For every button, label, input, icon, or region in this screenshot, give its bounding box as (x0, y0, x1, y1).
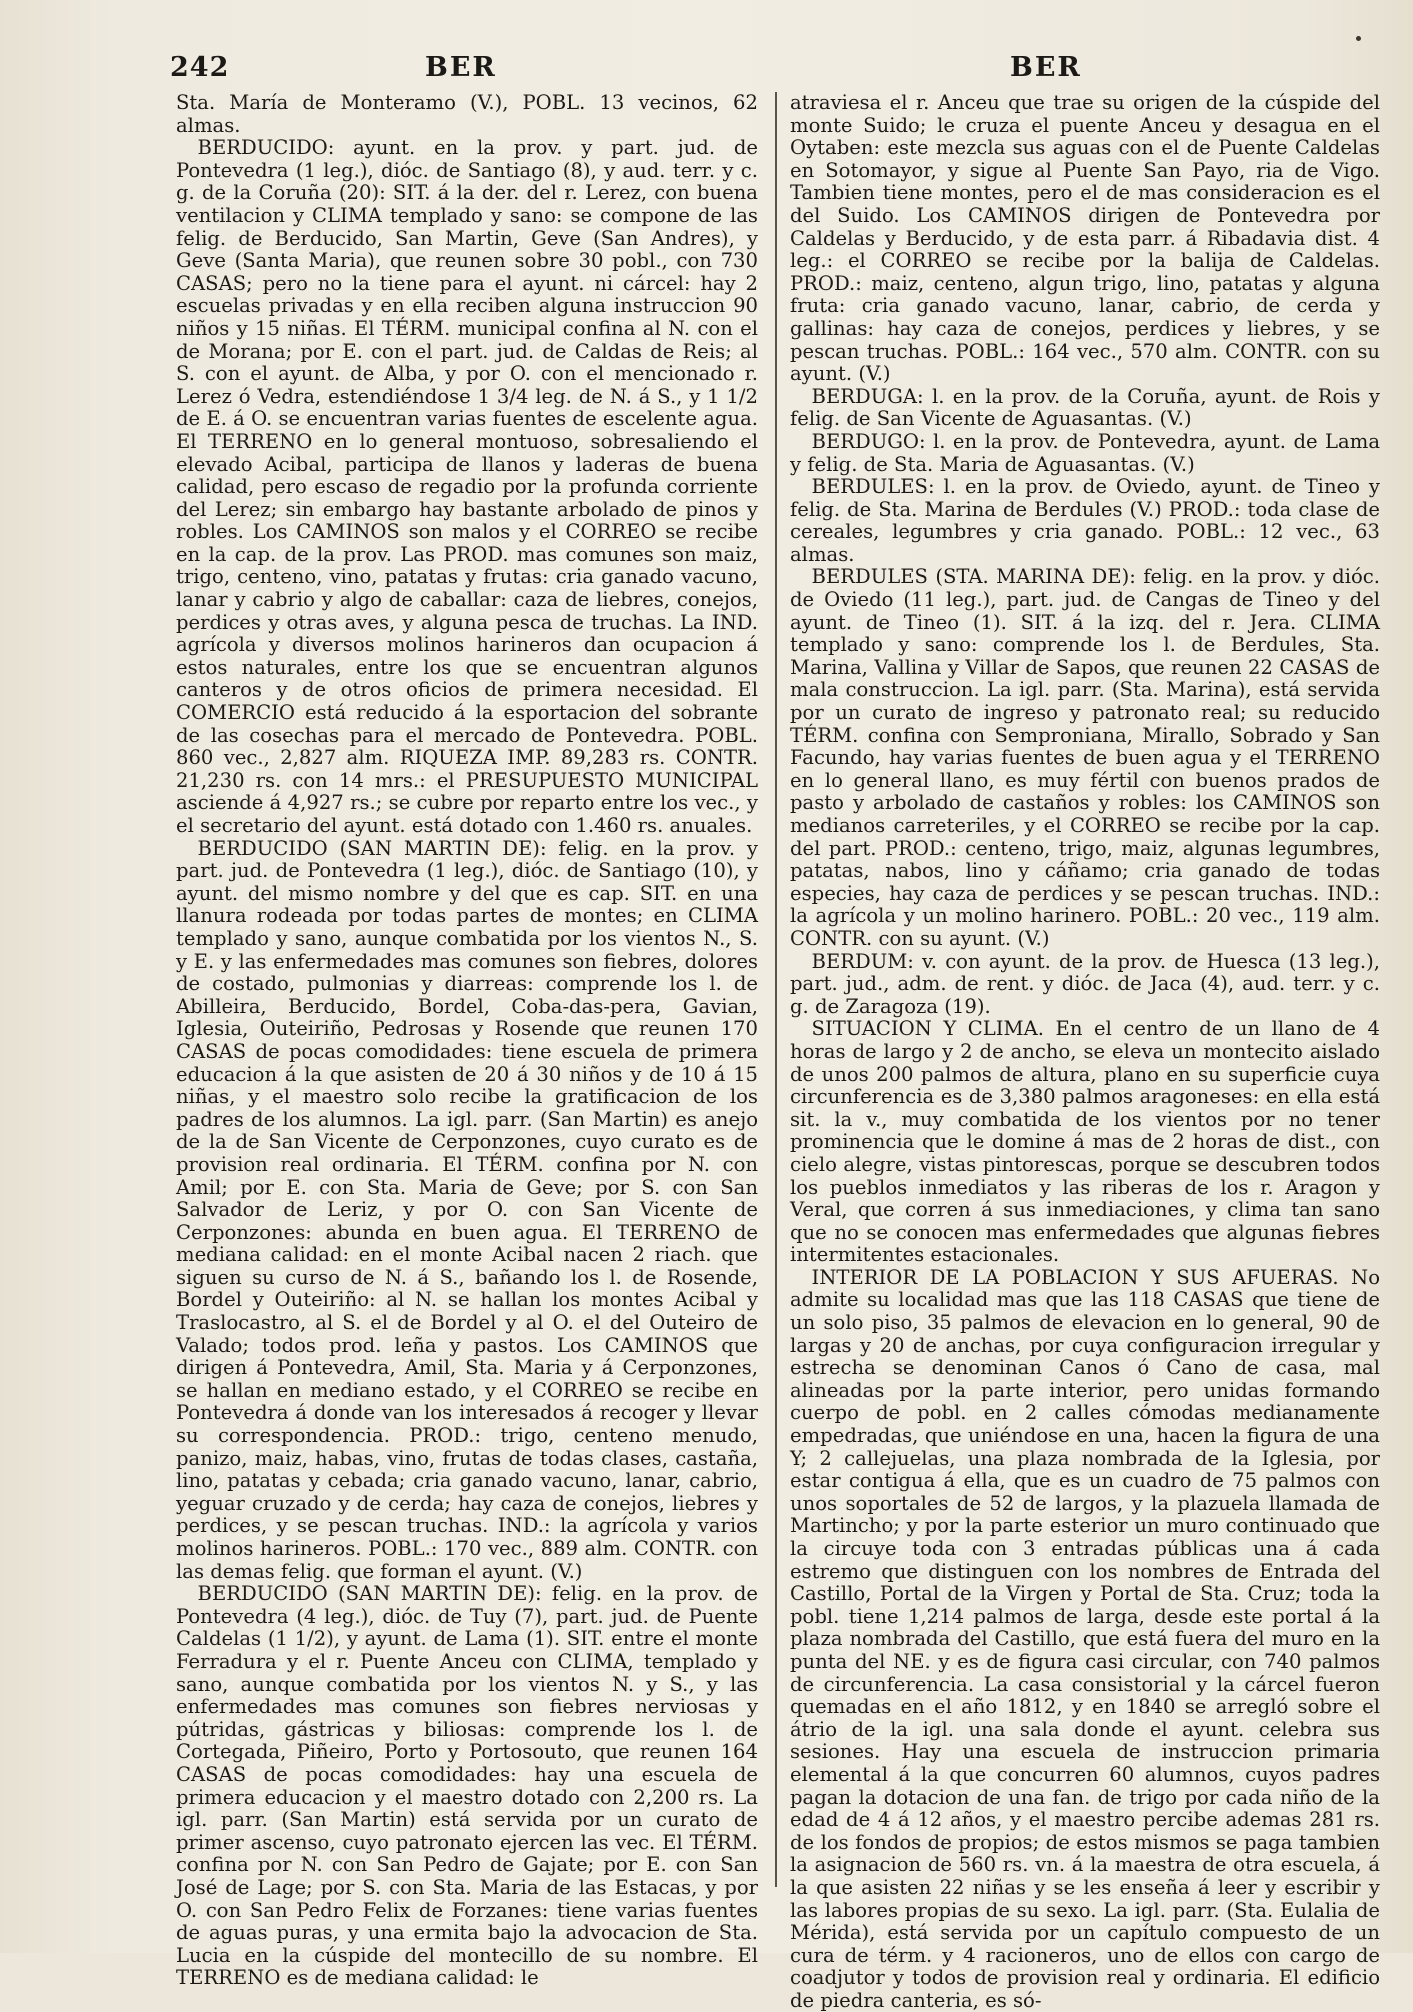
entry-berducido-ayunt: BERDUCIDO: ayunt. en la prov. y part. jud. de Pontevedra (1 leg.), dióc. de Santiago (8), y aud. terr. y c. g. de la Coruña (20): SIT. á la der. del r. Lerez, con buena ventilacion y CLIMA templado y sano: se compone de las felig. de Berducido, San Martin, Geve (San Andres), y Geve (Santa Maria), que reunen sobre 30 pobl., con 730 CASAS; pero no la tiene para el ayunt. ni cárcel: hay 2 escuelas privadas y en ella reciben alguna instruccion 90 niños y 15 niñas. El TÉRM. municipal confina al N. con el de Morana; por E. con el part. jud. de Caldas de Reis; al S. con el ayunt. de Alba, y por O. con el mencionado r. Lerez ó Vedra, estendiéndose 1 3/4 leg. de N. á S., y 1 1/2 de E. á O. se encuentran varias fuentes de escelente agua. El TERRENO en lo general montuoso, sobresaliendo el elevado Acibal, participa de llanos y laderas de buena calidad, pero escaso de regadio por la profunda corriente del Lerez; sin embargo hay bastante arbolado de pinos y robles. Los CAMINOS son malos y el CORREO se recibe en la cap. de la prov. Las PROD. mas comunes son maiz, trigo, centeno, vino, patatas y frutas: cria ganado vacuno, lanar y cabrio y algo de caballar: caza de liebres, conejos, perdices y otras aves, y alguna pesca de truchas. La IND. agrícola y diversos molinos harineros dan ocupacion á estos naturales, entre los que se encuentran algunos canteros y de otros oficios de primera necesidad. El COMERCIO está reducido á la esportacion del sobrante de las cosechas para el mercado de Pontevedra. POBL. 860 vec., 2,827 alm. RIQUEZA IMP. 89,283 rs. CONTR. 21,230 rs. con 14 mrs.: el PRESUPUESTO MUNICIPAL asciende á 4,927 rs.; se cubre por reparto entre los vec., y el secretario del ayunt. está dotado con 1.460 rs. anuales. (176, 136, 758, 837)
entry-berducido-san-martin-pontevedra: BERDUCIDO (SAN MARTIN DE): felig. en la prov. y part. jud. de Pontevedra (1 leg.), dióc. de Santiago (10), y ayunt. del mismo nombre y del que es cap. SIT. en una llanura rodeada por todas partes de montes; en CLIMA templado y sano, aunque combatida por los vientos N., S. y E. y las enfermedades mas comunes son fiebres, dolores de costado, pulmonias y diarreas: comprende los l. de Abilleira, Berducido, Bordel, Coba-das-pera, Gavian, Iglesia, Outeiriño, Pedrosas y Rosende que reunen 170 CASAS de pocas comodidades: tiene escuela de primera educacion á la que asisten de 20 á 30 niños y de 10 á 15 niñas, y el maestro solo recibe la gratificacion de los padres de los alumnos. La igl. parr. (San Martin) es anejo de la de San Vicente de Cerponzones, cuyo curato es de provision real ordinaria. El TÉRM. confina por N. con Amil; por E. con Sta. Maria de Geve; por S. con San Salvador de Leriz, y por O. con San Vicente de Cerponzones: abunda en buen agua. El TERRENO de mediana calidad: en el monte Acibal nacen 2 riach. que siguen su curso de N. á S., bañando los l. de Rosende, Bordel y Outeiriño: al N. se hallan los montes Acibal y Traslocastro, al S. el de Bordel y al O. el del Outeiro de Valado; todos prod. leña y pastos. Los CAMINOS que dirigen á Pontevedra, Amil, Sta. Maria y á Cerponzones, se hallan en mediano estado, y el CORREO se recibe en Pontevedra á donde van los interesados á recoger y llevar su correspondencia. PROD.: trigo, centeno menudo, panizo, maiz, habas, vino, frutas de todas clases, castaña, lino, patatas y cebada; cria ganado vacuno, lanar, cabrio, yeguar cruzado y de cerda; hay caza de conejos, liebres y perdices, y se pescan truchas. IND.: la agrícola y varios molinos harineros. POBL.: 170 vec., 889 alm. CONTR. con las demas felig. que forman el ayunt. (V.) (176, 836, 758, 1583)
column-rule (775, 92, 777, 1887)
page-number: 242 (170, 52, 230, 83)
entry-berducido-san-martin-lama: BERDUCIDO (SAN MARTIN DE): felig. en la prov. de Pontevedra (4 leg.), dióc. de Tuy (7), part. jud. de Puente Caldelas (1 1/2), y ayunt. de Lama (1). SIT. entre el monte Ferradura y el r. Puente Anceu con CLIMA, templado y sano, aunque combatida por los vientos N. y S., y las enfermedades mas comunes son fiebres nerviosas y pútridas, gástricas y biliosas: comprende los l. de Cortegada, Piñeiro, Porto y Portosouto, que reunen 164 CASAS de pocas comodidades: hay una escuela de primera educacion y el maestro dotado con 2,200 rs. La igl. parr. (San Martin) está servida por un curato de primer ascenso, cuyo patronato ejercen las vec. El TÉRM. confina por N. con San Pedro de Gajate; por E. con San José de Lage; por S. con Sta. Maria de las Estacas, y por O. con San Pedro Felix de Forzanes: tiene varias fuentes de aguas puras, y una ermita bajo la advocacion de Sta. Lucia en la cúspide del montecillo de su nombre. El TERRENO es de mediana calidad: le (176, 1582, 758, 1990)
running-head-right: BER (1010, 52, 1082, 83)
page-header (170, 52, 1280, 92)
right-column (790, 92, 1380, 2012)
entry-sta-maria-monteramo: Sta. María de Monteramo (V.), POBL. 13 vecinos, 62 almas. (176, 91, 758, 137)
section-interior-poblacion: INTERIOR DE LA POBLACION Y SUS AFUERAS. No admite su localidad mas que las 118 CASAS que tiene de un solo piso, 35 palmos de elevacion en lo general, 90 de largas y 20 de anchas, por cuya configuracion irregular y estrecha se denominan Canos ó Cano de casa, mal alineadas por la parte interior, pero unidas formando cuerpo de pobl. en 2 calles cómodas medianamente empedradas, que uniéndose en una, hacen la figura de una Y; 2 callejuelas, una plaza nombrada de la Iglesia, por estar contigua á ella, que es un cuadro de 75 palmos con unos soportales de 52 de largos, y la plazuela llamada de Martincho; y por la parte esterior un muro continuado que la circuye toda con 3 entradas públicas una á cada estremo que distinguen con los nombres de Entrada del Castillo, Portal de la Virgen y Portal de Sta. Cruz; toda la pobl. tiene 1,214 palmos de larga, desde este portal á la plaza nombrada del Castillo, que está fuera del muro en la punta del NE. y es de figura casi circular, con 740 palmos de circunferencia. La casa consistorial y la cárcel fueron quemadas en el año 1812, y en 1840 se arregló sobre el átrio de la igl. una sala donde el ayunt. celebra sus sesiones. Hay una escuela de instruccion primaria elemental á la que concurren 60 alumnos, cuyos padres pagan la dotacion de una fan. de trigo por cada niño de la edad de 4 á 12 años, y el maestro percibe ademas 281 rs. de los fondos de propios; de estos mismos se paga tambien la asignacion de 560 rs. vn. á la maestra de otra escuela, á la que asisten 22 niñas y se les enseña á leer y escribir y las labores propias de su sexo. La igl. parr. (Sta. Eulalia de Mérida), está servida por un capítulo compuesto de un cura de térm. y 4 racioneros, uno de ellos con cargo de coadjutor y todos de provision real y ordinaria. El edificio de piedra canteria, es só- (790, 1265, 1380, 2012)
entry-berdules-lugar: BERDULES: l. en la prov. de Oviedo, ayunt. de Tineo y felig. de Sta. Marina de Berdules (V.) PROD.: toda clase de cereales, legumbres y cria ganado. POBL.: 12 vec., 63 almas. (790, 475, 1380, 566)
entry-berduga: BERDUGA: l. en la prov. de la Coruña, ayunt. de Rois y felig. de San Vicente de Aguasantas. (V.) (790, 384, 1380, 431)
entry-berdugo: BERDUGO: l. en la prov. de Pontevedra, ayunt. de Lama y felig. de Sta. Maria de Aguasantas. (V.) (790, 429, 1380, 476)
running-head-left: BER (425, 52, 497, 83)
left-column (176, 92, 758, 1990)
entry-berdum: BERDUM: v. con ayunt. de la prov. de Huesca (13 leg.), part. jud., adm. de rent. y dióc. de Jaca (4), aud. terr. y c. g. de Zaragoza (19). (790, 949, 1380, 1018)
entry-berducido-continued: atraviesa el r. Anceu que trae su origen de la cúspide del monte Suido; le cruza el puente Anceu y desagua en el Oytaben: este mezcla sus aguas con el de Puente Caldelas en Sotomayor, y sigue al Puente San Payo, ria de Vigo. Tambien tiene montes, pero el de mas consideracion es el del Suido. Los CAMINOS dirigen de Pontevedra por Caldelas y Berducido, y de esta parr. á Ribadavia dist. 4 leg.: el CORREO se recibe por la balija de Caldelas. PROD.: maiz, centeno, algun trigo, lino, patatas y alguna fruta: cria ganado vacuno, lanar, cabrio, de cerda y gallinas: hay caza de conejos, perdices y liebres, y se pescan truchas. POBL.: 164 vec., 570 alm. CONTR. con su ayunt. (V.) (790, 91, 1380, 386)
entry-berdules-sta-marina: BERDULES (STA. MARINA DE): felig. en la prov. y dióc. de Oviedo (11 leg.), part. jud. de Cangas de Tineo y del ayunt. de Tineo (1). SIT. á la izq. del r. Jera. CLIMA templado y sano: comprende los l. de Berdules, Sta. Marina, Vallina y Villar de Sapos, que reunen 22 CASAS de mala construccion. La igl. parr. (Sta. Marina), está servida por un curato de ingreso y patronato real; su reducido TÉRM. confina con Semproniana, Mirallo, Sobrado y San Facundo, hay varias fuentes de buen agua y el TERRENO en lo general llano, es muy fértil con buenos prados de pasto y arbolado de castaños y robles: los CAMINOS son medianos carreteriles, y el CORREO se recibe por la cap. del part. PROD.: centeno, trigo, maiz, algunas legumbres, patatas, nabos, lino y cáñamo; cria ganado de todas especies, hay caza de perdices y se pescan truchas. IND.: la agrícola y un molino harinero. POBL.: 20 vec., 119 alm. CONTR. con su ayunt. (V.) (790, 565, 1380, 950)
section-situacion-clima: SITUACION Y CLIMA. En el centro de un llano de 4 horas de largo y 2 de ancho, se eleva un montecito aislado de unos 200 palmos de altura, plano en su superficie cuya circunferencia es de 3,380 palmos aragoneses: en ella está sit. la v., muy combatida de los vientos por no tener prominencia que le domine á mas de 2 horas de dist., con cielo alegre, vistas pintorescas, porque se descubren todos los pueblos inmediatos y las riberas de los r. Aragon y Veral, que corren á sus inmediaciones, y clima tan sano que no se conocen mas enfermedades que algunas fiebres intermitentes estacionales. (790, 1017, 1380, 1267)
ink-spot (1356, 36, 1361, 41)
